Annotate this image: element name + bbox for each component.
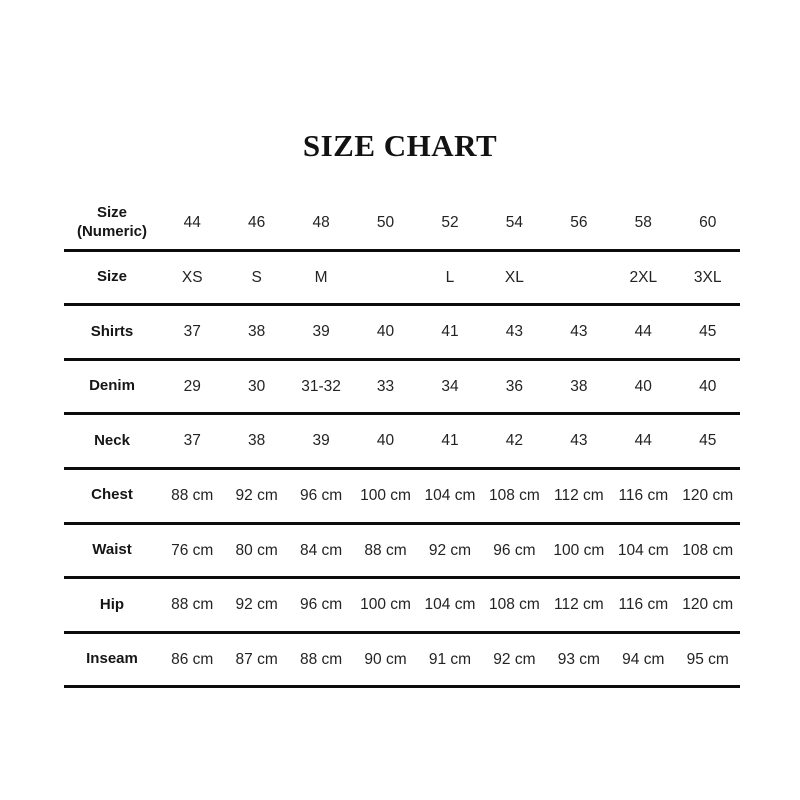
cell-value: 91 cm xyxy=(428,650,472,668)
cell-value: 40 xyxy=(376,323,395,341)
row-label: Neck xyxy=(94,431,130,449)
cell-value: 90 cm xyxy=(364,650,407,668)
table-row xyxy=(64,361,740,416)
cell-value: 40 xyxy=(699,377,717,395)
cell-value: 3XL xyxy=(693,268,722,286)
page-title: SIZE CHART xyxy=(302,128,498,163)
cell-value: 87 cm xyxy=(235,650,278,668)
cell-value: 92 cm xyxy=(493,650,536,668)
table-row xyxy=(64,470,740,525)
table-row xyxy=(64,634,740,689)
cell-value: 34 xyxy=(441,377,459,395)
cell-value: 120 cm xyxy=(682,487,734,505)
cell-value: 88 cm xyxy=(364,541,407,559)
cell-value: 94 cm xyxy=(622,650,665,668)
cell-value: 104 cm xyxy=(617,541,669,559)
cell-value: 41 xyxy=(441,323,459,341)
cell-value: 30 xyxy=(248,377,266,395)
cell-value: 112 cm xyxy=(554,487,604,505)
row-label: Chest xyxy=(91,486,133,504)
table-row xyxy=(64,306,740,361)
cell-value: 88 cm xyxy=(171,596,214,614)
cell-value: 76 cm xyxy=(171,541,214,559)
cell-value: 36 xyxy=(505,377,524,395)
cell-value: 54 xyxy=(505,214,524,232)
cell-value: 44 xyxy=(634,323,652,341)
table-row xyxy=(64,415,740,470)
cell-value: 100 cm xyxy=(360,487,411,505)
cell-value: 80 cm xyxy=(235,541,278,559)
row-label: Hip xyxy=(99,595,125,613)
cell-value: 45 xyxy=(699,432,717,450)
row-label: Size (Numeric) xyxy=(76,204,147,240)
cell-value: XL xyxy=(504,268,524,286)
cell-value: 60 xyxy=(699,214,717,232)
cell-value: 37 xyxy=(183,432,201,450)
cell-value: 40 xyxy=(376,432,395,450)
cell-value: 31-32 xyxy=(301,377,341,395)
cell-value: 2XL xyxy=(629,268,658,286)
cell-value: 92 cm xyxy=(235,487,278,505)
table-row xyxy=(64,525,740,580)
cell-value: 40 xyxy=(634,377,652,395)
cell-value: 37 xyxy=(183,323,201,341)
cell-value: 39 xyxy=(312,323,330,341)
table-row xyxy=(64,197,740,252)
cell-value: 100 cm xyxy=(360,596,411,614)
cell-value: 56 xyxy=(570,214,588,232)
cell-value: 52 xyxy=(441,214,459,232)
cell-value: 29 xyxy=(183,377,201,395)
table-row xyxy=(64,579,740,634)
cell-value: L xyxy=(445,268,455,286)
cell-value: 104 cm xyxy=(424,487,476,505)
cell-value: M xyxy=(314,268,328,286)
cell-value: 96 cm xyxy=(299,487,343,505)
cell-value: 92 cm xyxy=(428,541,472,559)
cell-value: 33 xyxy=(376,377,395,395)
cell-value: 108 cm xyxy=(488,596,540,614)
cell-value: 95 cm xyxy=(686,650,729,668)
cell-value: 38 xyxy=(248,432,266,450)
row-label: Waist xyxy=(92,540,132,558)
cell-value: 108 cm xyxy=(682,541,734,559)
cell-value: 116 cm xyxy=(618,596,669,614)
cell-value: 112 cm xyxy=(554,596,604,614)
cell-value: 96 cm xyxy=(299,596,343,614)
cell-value: 43 xyxy=(570,432,588,450)
cell-value: 43 xyxy=(505,323,524,341)
cell-value: 48 xyxy=(312,214,330,232)
cell-value: 41 xyxy=(441,432,459,450)
cell-value: 50 xyxy=(376,214,395,232)
cell-value: 58 xyxy=(634,214,652,232)
cell-value: 92 cm xyxy=(235,596,278,614)
cell-value: 104 cm xyxy=(424,596,476,614)
table-row xyxy=(64,252,740,307)
cell-value: 44 xyxy=(183,214,201,232)
cell-value: 43 xyxy=(570,323,588,341)
cell-value: 86 cm xyxy=(171,650,214,668)
cell-value: S xyxy=(251,268,262,286)
cell-value: 38 xyxy=(248,323,266,341)
cell-value: 88 cm xyxy=(171,487,214,505)
cell-value: 38 xyxy=(570,377,588,395)
row-label: Size xyxy=(96,268,127,286)
cell-value: 96 cm xyxy=(493,541,536,559)
cell-value: 100 cm xyxy=(553,541,605,559)
cell-value: 39 xyxy=(312,432,330,450)
row-label: Denim xyxy=(89,377,135,395)
cell-value: 46 xyxy=(248,214,266,232)
cell-value: XS xyxy=(181,268,203,286)
cell-value: 116 cm xyxy=(618,487,669,505)
cell-value: 45 xyxy=(699,323,717,341)
row-label: Inseam xyxy=(86,650,138,668)
cell-value: 93 cm xyxy=(557,650,600,668)
cell-value: 44 xyxy=(634,432,652,450)
cell-value: 88 cm xyxy=(299,650,343,668)
cell-value: 108 cm xyxy=(488,487,540,505)
cell-value: 120 cm xyxy=(682,596,734,614)
size-table xyxy=(64,197,740,688)
cell-value: 42 xyxy=(505,432,524,450)
row-label: Shirts xyxy=(90,322,134,340)
cell-value: 84 cm xyxy=(299,541,343,559)
